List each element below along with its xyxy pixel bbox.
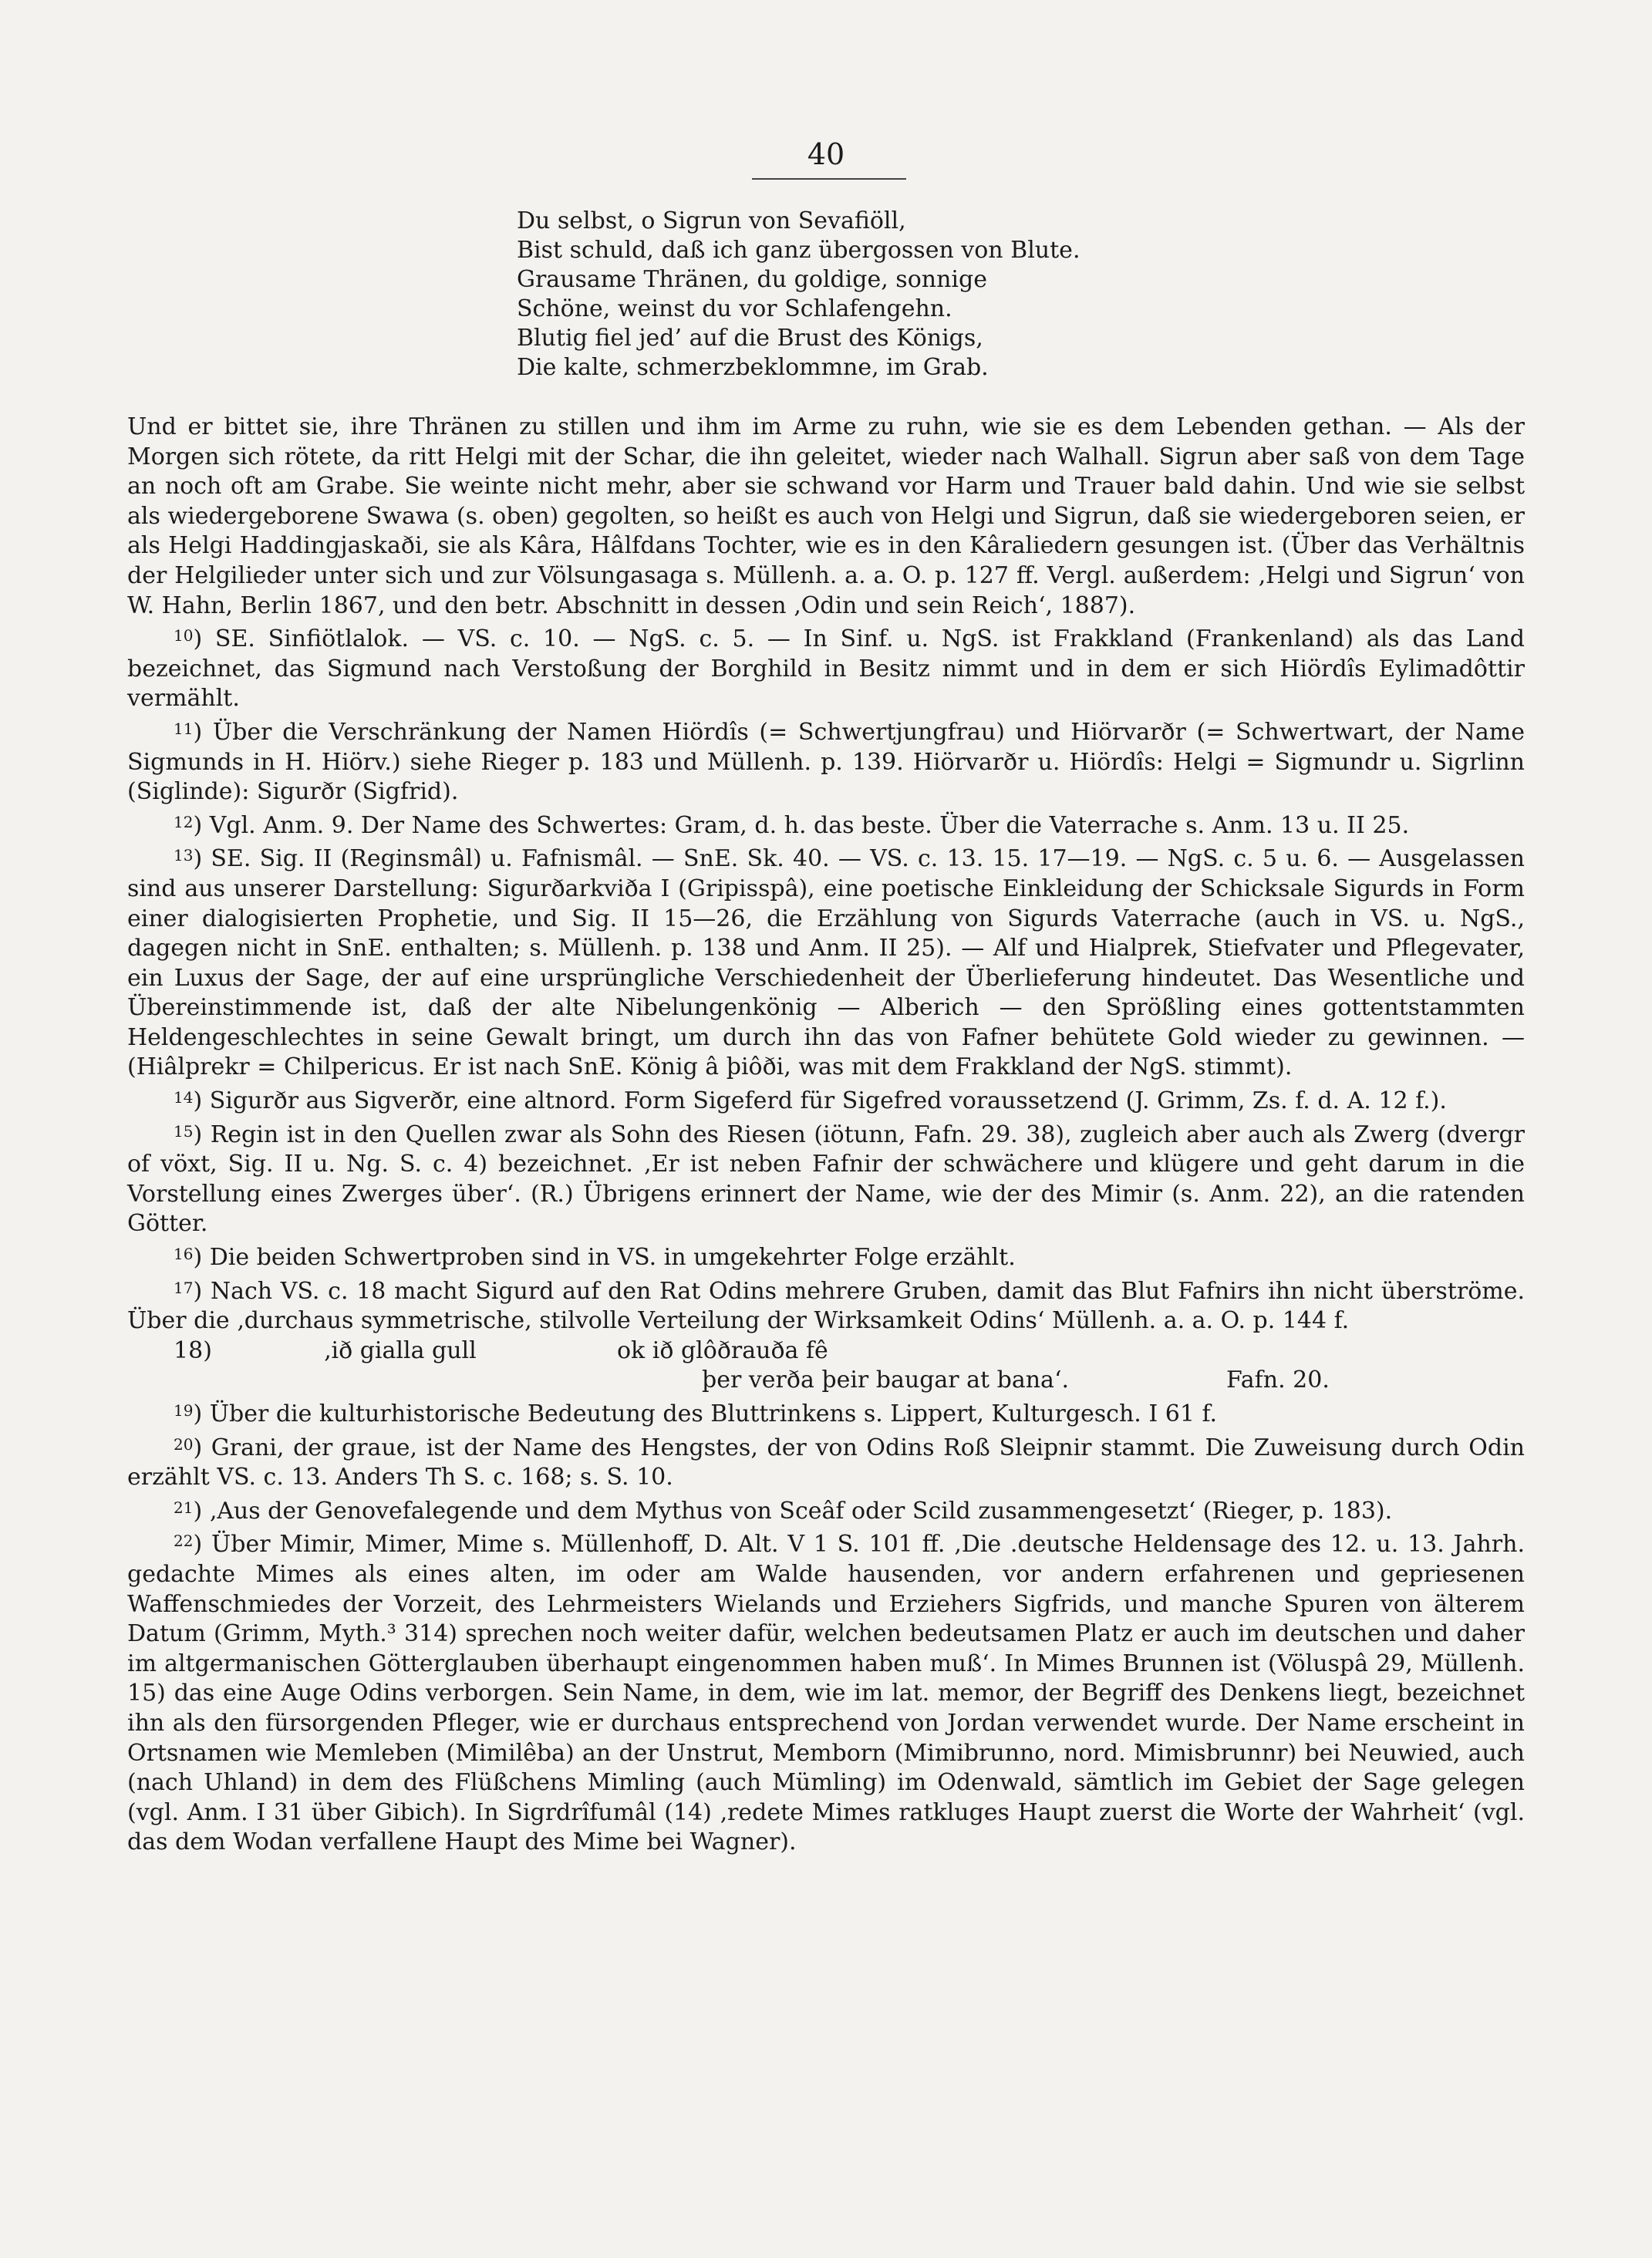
footnote-text: ‚Aus der Genovefalegende und dem Mythus von Sceâf oder Scild zusammengesetzt‘ (Rieger, p. 183). <box>209 1497 1393 1525</box>
footnote-text: Regin ist in den Quellen zwar als Sohn des Riesen (iötunn, Fafn. 29. 38), zugleich aber auch als Zwerg (dvergr of vöxt, Sig. II u. Ng. S. c. 4) bezeichnet. ‚Er ist neben Fafnir der schwächere und klügere und geht darum in die Vorstellung eines Zwerges über‘. (R.) Übrigens erinnert der Name, wie der des Mimir (s. Anm. 22), an die ratenden Götter. <box>127 1121 1525 1238</box>
footnote-text: Sigurðr aus Sigverðr, eine altnord. Form Sigeferd für Sigefred voraussetzend (J. Grimm, Zs. f. d. A. 12 f.). <box>209 1087 1447 1115</box>
poem-line: Bist schuld, daß ich ganz übergossen von Blute. <box>517 237 1081 264</box>
footnote-text: Nach VS. c. 18 macht Sigurd auf den Rat Odins mehrere Gruben, damit das Blut Fafnirs ihn nicht überströme. Über die ‚durchaus symmetrische, stilvolle Verteilung der Wirksamkeit Odins‘ Müllenh. a. a. O. p. 144 f. <box>127 1277 1525 1335</box>
footnote-text: SE. Sig. II (Reginsmâl) u. Fafnismâl. — SnE. Sk. 40. — VS. c. 13. 15. 17—19. — NgS. c. 5 u. 6. — Ausgelassen sind aus unserer Darstellung: Sigurðarkviða I (Gripisspâ), eine poetische Einkleidung der Schicksale Sigurds in Form einer dialogisierten Prophetie, und Sig. II 15—26, die Erzählung von Sigurds Vaterrache (auch in VS. u. NgS., dagegen nicht in SnE. enthalten; s. Müllenh. p. 138 und Anm. II 25). — Alf und Hialprek, Stiefvater und Pflegevater, ein Luxus der Sage, der auf eine ursprüngliche Verschiedenheit der Überlieferung hindeutet. Das Wesentliche und Übereinstimmende ist, daß der alte Nibelungenkönig — Alberich — den Sprößling eines gottentstammten Heldengeschlechtes in seine Gewalt bringt, um durch ihn das von Fafner behütete Gold wieder zu gewinnen. — (Hiâlprekr = Chilpericus. Er ist nach SnE. König â þiôði, was mit dem Frakkland der NgS. stimmt). <box>127 845 1525 1081</box>
footnote-19: $^{19}$) Über die kulturhistorische Bedeutung des Bluttrinkens s. Lippert, Kulturgesch. I 61 f. <box>174 1400 1218 1427</box>
verse-left: ‚ið gialla gull <box>324 1336 477 1364</box>
footnote-number: 16 <box>174 1245 194 1264</box>
footnote-13: $^{13}$) SE. Sig. II (Reginsmâl) u. Fafnismâl. — SnE. Sk. 40. — VS. c. 13. 15. 17—19. — NgS. c. 5 u. 6. — Ausgelassen sind aus unserer Darstellung: Sigurðarkviða I (Gripisspâ), eine poetische Einkleidung der Schicksale Sigurds in Form einer dialogisierten Prophetie, und Sig. II 15—26, die Erzählung von Sigurds Vaterrache (auch in VS. u. NgS., dagegen nicht in SnE. enthalten; s. Müllenh. p. 138 und Anm. II 25). — Alf und Hialprek, Stiefvater und Pflegevater, ein Luxus der Sage, der auf eine ursprüngliche Verschiedenheit der Überlieferung hindeutet. Das Wesentliche und Übereinstimmende ist, daß der alte Nibelungenkönig — Alberich — den Sprößling eines gottentstammten Heldengeschlechtes in seine Gewalt bringt, um durch ihn das von Fafner behütete Gold wieder zu gewinnen. — (Hiâlprekr = Chilpericus. Er ist nach SnE. König â þiôði, was mit dem Frakkland der NgS. stimmt). <box>127 845 1525 1081</box>
footnote-15: $^{15}$) Regin ist in den Quellen zwar als Sohn des Riesen (iötunn, Fafn. 29. 38), zugleich aber auch als Zwerg (dvergr of vöxt, Sig. II u. Ng. S. c. 4) bezeichnet. ‚Er ist neben Fafnir der schwächere und klügere und geht darum in die Vorstellung eines Zwerges über‘. (R.) Übrigens erinnert der Name, wie der des Mimir (s. Anm. 22), an die ratenden Götter. <box>127 1121 1525 1238</box>
footnote-12: $^{12}$) Vgl. Anm. 9. Der Name des Schwertes: Gram, d. h. das beste. Über die Vaterrache s. Anm. 13 u. II 25. <box>174 811 1410 839</box>
footnote-number: 13 <box>174 846 194 865</box>
poem-line: Die kalte, schmerzbeklommne, im Grab. <box>517 354 989 381</box>
footnote-11: $^{11}$) Über die Verschränkung der Namen Hiördîs (= Schwertjungfrau) und Hiörvarðr (= Schwertwart, der Name Sigmunds in H. Hiörv.) siehe Rieger p. 183 und Müllenh. p. 139. Hiörvarðr u. Hiördîs: Helgi = Sigmundr u. Sigrlinn (Siglinde): Sigurðr (Sigfrid). <box>127 718 1525 806</box>
footnote-number: 17 <box>174 1278 194 1297</box>
footnote-text: Über Mimir, Mimer, Mime s. Müllenhoff, D. Alt. V 1 S. 101 ff. ‚Die .deutsche Heldensage des 12. u. 13. Jahrh. gedachte Mimes als eines alten, im oder am Walde hausenden, vor andern erfahrenen und gepriesenen Waffenschmiedes der Vorzeit, des Lehrmeisters Wielands und Erziehers Sigfrids, und manche Spuren von älterem Datum (Grimm, Myth.³ 314) sprechen noch weiter dafür, welchen bedeutsamen Platz er auch im deutschen und daher im altgermanischen Götterglauben überhaupt eingenommen haben muß‘. In Mimes Brunnen ist (Völuspâ 29, Müllenh. 15) das eine Auge Odins verborgen. Sein Name, in dem, wie im lat. memor, der Begriff des Denkens liegt, bezeichnet ihn als den fürsorgenden Pfleger, wie er durchaus entsprechend von Jordan verwendet wurde. Der Name erscheint in Ortsnamen wie Memleben (Mimilêba) an der Unstrut, Memborn (Mimibrunno, nord. Mimisbrunnr) bei Neuwied, auch (nach Uhland) in dem des Flüßchens Mimling (auch Mümling) im Odenwald, sämtlich im Gebiet der Sage gelegen (vgl. Anm. I 31 über Gibich). In Sigrdrîfumâl (14) ‚redete Mimes ratkluges Haupt zuerst die Worte der Wahrheit‘ (vgl. das dem Wodan verfallene Haupt des Mime bei Wagner). <box>127 1531 1525 1856</box>
verse-source: Fafn. 20. <box>1226 1367 1330 1394</box>
footnote-text: Über die Verschränkung der Namen Hiördîs (= Schwertjungfrau) und Hiörvarðr (= Schwertwart, der Name Sigmunds in H. Hiörv.) siehe Rieger p. 183 und Müllenh. p. 139. Hiörvarðr u. Hiördîs: Helgi = Sigmundr u. Sigrlinn (Siglinde): Sigurðr (Sigfrid). <box>127 718 1525 806</box>
footnote-text: Über die kulturhistorische Bedeutung des Bluttrinkens s. Lippert, Kulturgesch. I 61 f. <box>209 1400 1218 1427</box>
footnote-18-verse-line-2 <box>127 1366 1525 1396</box>
footnote-text: Die beiden Schwertproben sind in VS. in umgekehrter Folge erzählt. <box>209 1244 1016 1272</box>
footnote-number: 20 <box>174 1434 194 1454</box>
footnote-number: 22 <box>174 1532 194 1551</box>
poem-line: Schöne, weinst du vor Schlafengehn. <box>517 295 952 322</box>
footnote-18-verse-line-1 <box>127 1336 1525 1367</box>
verse-right: ok ið glôðrauða fê <box>617 1336 828 1364</box>
footnote-number: 14 <box>174 1088 194 1107</box>
footnote-21: $^{21}$) ‚Aus der Genovefalegende und dem Mythus von Sceâf oder Scild zusammengesetzt‘ (Rieger, p. 183). <box>174 1497 1393 1525</box>
footnote-22: $^{22}$) Über Mimir, Mimer, Mime s. Müllenhoff, D. Alt. V 1 S. 101 ff. ‚Die .deutsche Heldensage des 12. u. 13. Jahrh. gedachte Mimes als eines alten, im oder am Walde hausenden, vor andern erfahrenen und gepriesenen Waffenschmiedes der Vorzeit, des Lehrmeisters Wielands und Erziehers Sigfrids, und manche Spuren von älterem Datum (Grimm, Myth.³ 314) sprechen noch weiter dafür, welchen bedeutsamen Platz er auch im deutschen und daher im altgermanischen Götterglauben überhaupt eingenommen haben muß‘. In Mimes Brunnen ist (Völuspâ 29, Müllenh. 15) das eine Auge Odins verborgen. Sein Name, in dem, wie im lat. memor, der Begriff des Denkens liegt, bezeichnet ihn als den fürsorgenden Pfleger, wie er durchaus entsprechend von Jordan verwendet wurde. Der Name erscheint in Ortsnamen wie Memleben (Mimilêba) an der Unstrut, Memborn (Mimibrunno, nord. Mimisbrunnr) bei Neuwied, auch (nach Uhland) in dem des Flüßchens Mimling (auch Mümling) im Odenwald, sämtlich im Gebiet der Sage gelegen (vgl. Anm. I 31 über Gibich). In Sigrdrîfumâl (14) ‚redete Mimes ratkluges Haupt zuerst die Worte der Wahrheit‘ (vgl. das dem Wodan verfallene Haupt des Mime bei Wagner). <box>127 1531 1525 1856</box>
body-text <box>127 413 1525 1858</box>
poem-block <box>517 207 1080 383</box>
footnote-17: $^{17}$) Nach VS. c. 18 macht Sigurd auf den Rat Odins mehrere Gruben, damit das Blut Fafnirs ihn nicht überströme. Über die ‚durchaus symmetrische, stilvolle Verteilung der Wirksamkeit Odins‘ Müllenh. a. a. O. p. 144 f. <box>127 1277 1525 1335</box>
footnote-number: 10 <box>174 626 194 645</box>
footnote-14: $^{14}$) Sigurðr aus Sigverðr, eine altnord. Form Sigeferd für Sigefred voraussetzend (J. Grimm, Zs. f. d. A. 12 f.). <box>174 1087 1447 1115</box>
footnote-20: $^{20}$) Grani, der graue, ist der Name des Hengstes, der von Odins Roß Sleipnir stammt. Die Zuweisung durch Odin erzählt VS. c. 13. Anders Th S. c. 168; s. S. 10. <box>127 1434 1525 1491</box>
poem-line: Blutig fiel jed’ auf die Brust des Königs, <box>517 325 983 352</box>
footnote-number: 19 <box>174 1401 194 1420</box>
footnote-text: Vgl. Anm. 9. Der Name des Schwertes: Gram, d. h. das beste. Über die Vaterrache s. Anm. 13 u. II 25. <box>209 811 1410 839</box>
footnote-16: $^{16}$) Die beiden Schwertproben sind in VS. in umgekehrter Folge erzählt. <box>174 1244 1016 1272</box>
page-number-rule <box>752 178 906 180</box>
footnote-text: SE. Sinfiötlalok. — VS. c. 10. — NgS. c. 5. — In Sinf. u. NgS. ist Frakkland (Frankenland) als das Land bezeichnet, das Sigmund nach Verstoßung der Borghild in Besitz nimmt und in dem er sich Hiördîs Eylimadôttir vermählt. <box>127 625 1525 713</box>
footnote-18-label: 18) <box>174 1336 212 1364</box>
footnote-text: Grani, der graue, ist der Name des Hengstes, der von Odins Roß Sleipnir stammt. Die Zuweisung durch Odin erzählt VS. c. 13. Anders Th S. c. 168; s. S. 10. <box>127 1434 1525 1491</box>
footnote-number: 11 <box>174 719 194 738</box>
footnote-number: 18 <box>174 1336 204 1364</box>
footnote-number: 15 <box>174 1121 194 1141</box>
page-number: 40 <box>807 137 845 171</box>
footnote-10: $^{10}$) SE. Sinfiötlalok. — VS. c. 10. — NgS. c. 5. — In Sinf. u. NgS. ist Frakkland (Frankenland) als das Land bezeichnet, das Sigmund nach Verstoßung der Borghild in Besitz nimmt und in dem er sich Hiördîs Eylimadôttir vermählt. <box>127 625 1525 713</box>
verse-left: þer verða þeir baugar at bana‘. <box>702 1367 1070 1394</box>
poem-line: Grausame Thränen, du goldige, sonnige <box>517 266 987 293</box>
footnote-number: 21 <box>174 1498 194 1517</box>
poem-line: Du selbst, o Sigrun von Sevafiöll, <box>517 207 906 234</box>
footnote-number: 12 <box>174 812 194 831</box>
main-paragraph: Und er bittet sie, ihre Thränen zu stillen und ihm im Arme zu ruhn, wie sie es dem Lebenden gethan. — Als der Morgen sich rötete, da ritt Helgi mit der Schar, die ihn geleitet, wieder nach Walhall. Sigrun aber saß von dem Tage an noch oft am Grabe. Sie weinte nicht mehr, aber sie schwand vor Harm und Trauer bald dahin. Und wie sie selbst als wiedergeborene Swawa (s. oben) gegolten, so heißt es auch von Helgi und Sigrun, daß sie wiedergeboren seien, er als Helgi Haddingjaskaði, sie als Kâra, Hâlfdans Tochter, wie es in den Kâraliedern gesungen ist. (Über das Verhältnis der Helgilieder unter sich und zur Völsungasaga s. Müllenh. a. a. O. p. 127 ff. Vergl. außerdem: ‚Helgi und Sigrun‘ von W. Hahn, Berlin 1867, und den betr. Abschnitt in dessen ‚Odin und sein Reich‘, 1887). <box>127 413 1525 619</box>
